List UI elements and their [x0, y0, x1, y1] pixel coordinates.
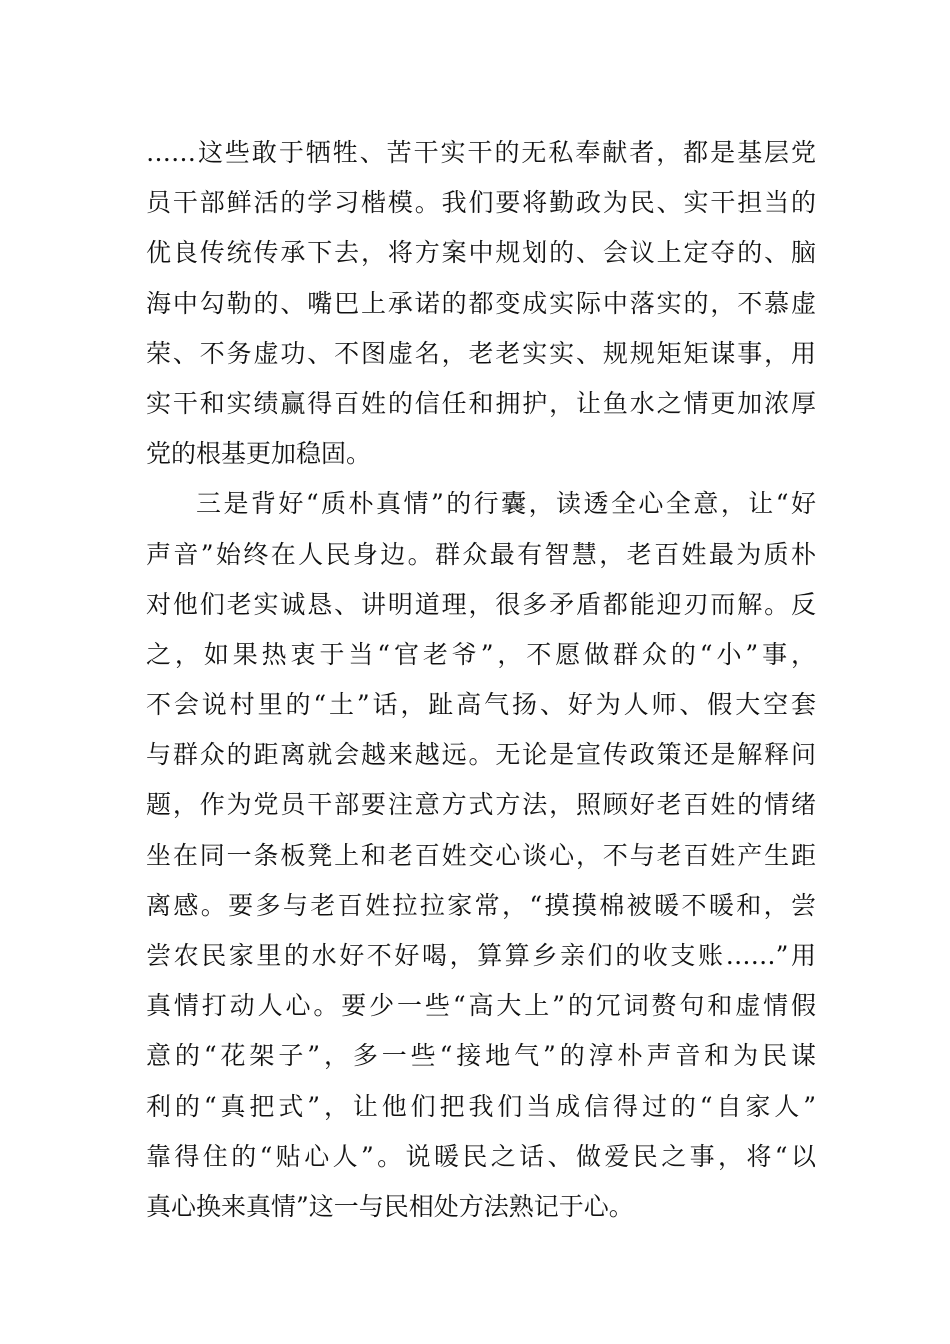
text-line: 荣、不务虚功、不图虚名，老老实实、规规矩矩谋事，用	[146, 338, 816, 368]
text-line: 之，如果热衷于当“官老爷”，不愿做群众的“小”事，	[146, 639, 816, 669]
text-line: 海中勾勒的、嘴巴上承诺的都变成实际中落实的，不慕虚	[146, 288, 816, 318]
text-line: 真情打动人心。要少一些“高大上”的冗词赘句和虚情假	[146, 991, 816, 1021]
text-line: 党的根基更加稳固。	[146, 439, 372, 469]
text-line: 利的“真把式”，让他们把我们当成信得过的“自家人”	[146, 1091, 816, 1121]
text-line: 离感。要多与老百姓拉拉家常，“摸摸棉被暖不暖和，尝	[146, 890, 816, 920]
paragraph-1	[146, 128, 816, 479]
paragraph-2	[146, 479, 816, 1232]
text-line: 题，作为党员干部要注意方式方法，照顾好老百姓的情绪	[146, 790, 816, 820]
text-line: 与群众的距离就会越来越远。无论是宣传政策还是解释问	[146, 740, 816, 770]
text-line: 员干部鲜活的学习楷模。我们要将勤政为民、实干担当的	[146, 188, 816, 218]
text-line: 实干和实绩赢得百姓的信任和拥护，让鱼水之情更加浓厚	[146, 388, 816, 418]
text-line: 坐在同一条板凳上和老百姓交心谈心，不与老百姓产生距	[146, 840, 816, 870]
document-body	[146, 128, 816, 1232]
text-line: 真心换来真情”这一与民相处方法熟记于心。	[146, 1191, 634, 1221]
text-line: 对他们老实诚恳、讲明道理，很多矛盾都能迎刃而解。反	[146, 589, 816, 619]
text-line: 不会说村里的“土”话，趾高气扬、好为人师、假大空套	[146, 690, 816, 720]
text-line: ……这些敢于牺牲、苦干实干的无私奉献者，都是基层党	[146, 138, 816, 167]
text-line: 优良传统传承下去，将方案中规划的、会议上定夺的、脑	[146, 238, 816, 268]
text-line: 意的“花架子”，多一些“接地气”的淳朴声音和为民谋	[146, 1041, 816, 1071]
text-line: 三是背好“质朴真情”的行囊，读透全心全意，让“好	[196, 489, 816, 519]
text-line: 靠得住的“贴心人”。说暖民之话、做爱民之事，将“以	[146, 1141, 816, 1171]
text-line: 尝农民家里的水好不好喝，算算乡亲们的收支账……”用	[146, 941, 816, 970]
text-line: 声音”始终在人民身边。群众最有智慧，老百姓最为质朴	[146, 539, 816, 569]
